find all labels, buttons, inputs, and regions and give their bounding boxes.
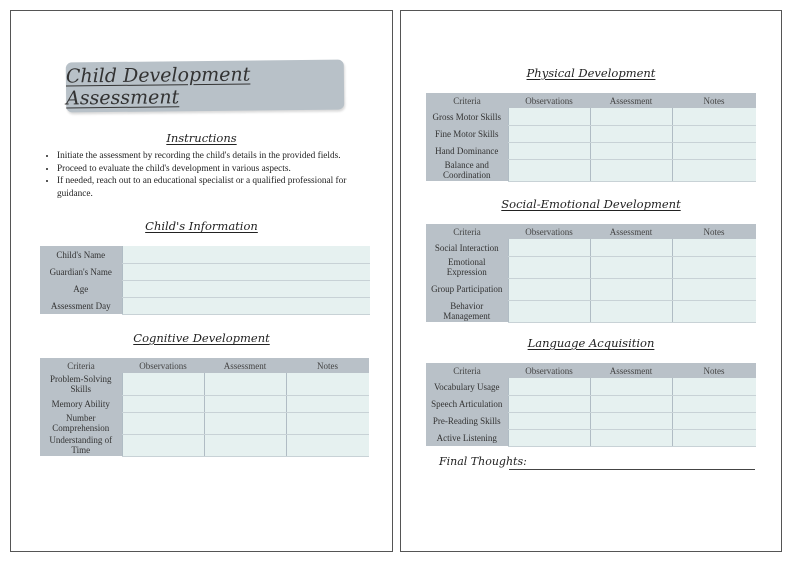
child-info-heading: Child's Information bbox=[145, 219, 258, 233]
col-observations: Observations bbox=[122, 358, 204, 373]
observations-cell[interactable] bbox=[508, 412, 590, 429]
table-row bbox=[40, 263, 370, 280]
notes-cell[interactable] bbox=[286, 373, 369, 395]
assessment-day-label: Assessment Day bbox=[40, 297, 122, 314]
col-observations: Observations bbox=[508, 93, 590, 108]
notes-cell[interactable] bbox=[672, 429, 756, 446]
guardian-name-field[interactable] bbox=[122, 263, 370, 280]
assessment-cell[interactable] bbox=[590, 395, 672, 412]
criteria-label: Social Interaction bbox=[426, 239, 508, 256]
assessment-cell[interactable] bbox=[590, 108, 672, 125]
language-table bbox=[426, 363, 756, 447]
notes-cell[interactable] bbox=[286, 395, 369, 412]
observations-cell[interactable] bbox=[508, 278, 590, 300]
assessment-cell[interactable] bbox=[204, 434, 286, 456]
table-header-row bbox=[40, 358, 369, 373]
col-observations: Observations bbox=[508, 224, 590, 239]
col-notes: Notes bbox=[286, 358, 369, 373]
assessment-cell[interactable] bbox=[590, 278, 672, 300]
observations-cell[interactable] bbox=[508, 239, 590, 256]
physical-table bbox=[426, 93, 756, 182]
left-page bbox=[10, 10, 393, 552]
table-row bbox=[426, 239, 756, 256]
observations-cell[interactable] bbox=[508, 125, 590, 142]
notes-cell[interactable] bbox=[672, 378, 756, 395]
notes-cell[interactable] bbox=[672, 278, 756, 300]
document-title: Child Development Assessment bbox=[65, 63, 251, 110]
table-row bbox=[40, 373, 369, 395]
observations-cell[interactable] bbox=[508, 142, 590, 159]
table-row bbox=[426, 429, 756, 446]
notes-cell[interactable] bbox=[672, 395, 756, 412]
final-thoughts-line[interactable] bbox=[509, 469, 755, 470]
assessment-cell[interactable] bbox=[590, 412, 672, 429]
table-header-row bbox=[426, 224, 756, 239]
table-row bbox=[40, 246, 370, 263]
criteria-label: Fine Motor Skills bbox=[426, 125, 508, 142]
notes-cell[interactable] bbox=[672, 412, 756, 429]
instructions-heading: Instructions bbox=[166, 131, 237, 145]
assessment-cell[interactable] bbox=[590, 159, 672, 181]
criteria-label: Hand Dominance bbox=[426, 142, 508, 159]
instruction-item: • If needed, reach out to an educational specialist or a qualified professional for guidance. bbox=[57, 175, 375, 200]
final-thoughts-label: Final Thoughts: bbox=[439, 455, 527, 468]
table-row bbox=[426, 256, 756, 278]
assessment-cell[interactable] bbox=[590, 429, 672, 446]
criteria-label: Problem-Solving Skills bbox=[40, 373, 122, 395]
instruction-item: • Initiate the assessment by recording the child's details in the provided fields. bbox=[57, 150, 375, 163]
col-assessment: Assessment bbox=[590, 93, 672, 108]
child-info-table bbox=[40, 246, 370, 315]
notes-cell[interactable] bbox=[672, 142, 756, 159]
observations-cell[interactable] bbox=[122, 412, 204, 434]
observations-cell[interactable] bbox=[508, 159, 590, 181]
age-field[interactable] bbox=[122, 280, 370, 297]
cognitive-heading: Cognitive Development bbox=[133, 331, 270, 345]
assessment-cell[interactable] bbox=[590, 256, 672, 278]
criteria-label: Speech Articulation bbox=[426, 395, 508, 412]
table-row bbox=[40, 395, 369, 412]
language-heading: Language Acquisition bbox=[527, 336, 655, 350]
table-row bbox=[426, 278, 756, 300]
criteria-label: Emotional Expression bbox=[426, 256, 508, 278]
child-name-field[interactable] bbox=[122, 246, 370, 263]
table-row bbox=[426, 108, 756, 125]
notes-cell[interactable] bbox=[672, 239, 756, 256]
notes-cell[interactable] bbox=[672, 125, 756, 142]
col-assessment: Assessment bbox=[590, 224, 672, 239]
assessment-cell[interactable] bbox=[590, 125, 672, 142]
child-name-label: Child's Name bbox=[40, 246, 122, 263]
notes-cell[interactable] bbox=[672, 300, 756, 322]
right-page bbox=[400, 10, 782, 552]
observations-cell[interactable] bbox=[508, 378, 590, 395]
assessment-cell[interactable] bbox=[590, 378, 672, 395]
assessment-cell[interactable] bbox=[590, 142, 672, 159]
col-assessment: Assessment bbox=[204, 358, 286, 373]
observations-cell[interactable] bbox=[508, 256, 590, 278]
table-header-row bbox=[426, 93, 756, 108]
table-row bbox=[426, 395, 756, 412]
col-criteria: Criteria bbox=[40, 358, 122, 373]
table-row bbox=[426, 159, 756, 181]
table-row bbox=[426, 142, 756, 159]
age-label: Age bbox=[40, 280, 122, 297]
table-row bbox=[40, 280, 370, 297]
social-table bbox=[426, 224, 756, 323]
guardian-name-label: Guardian's Name bbox=[40, 263, 122, 280]
observations-cell[interactable] bbox=[508, 108, 590, 125]
assessment-cell[interactable] bbox=[204, 395, 286, 412]
social-heading: Social-Emotional Development bbox=[501, 197, 681, 211]
observations-cell[interactable] bbox=[122, 395, 204, 412]
table-row bbox=[40, 434, 369, 456]
criteria-label: Memory Ability bbox=[40, 395, 122, 412]
notes-cell[interactable] bbox=[286, 434, 369, 456]
notes-cell[interactable] bbox=[672, 159, 756, 181]
table-header-row bbox=[426, 363, 756, 378]
criteria-label: Vocabulary Usage bbox=[426, 378, 508, 395]
observations-cell[interactable] bbox=[122, 373, 204, 395]
observations-cell[interactable] bbox=[508, 395, 590, 412]
assessment-day-field[interactable] bbox=[122, 297, 370, 314]
notes-cell[interactable] bbox=[672, 108, 756, 125]
criteria-label: Number Comprehension bbox=[40, 412, 122, 434]
col-criteria: Criteria bbox=[426, 93, 508, 108]
observations-cell[interactable] bbox=[122, 434, 204, 456]
table-row bbox=[40, 297, 370, 314]
criteria-label: Group Participation bbox=[426, 278, 508, 300]
assessment-cell[interactable] bbox=[204, 373, 286, 395]
instruction-item: • Proceed to evaluate the child's development in various aspects. bbox=[57, 163, 375, 176]
title-banner bbox=[66, 60, 345, 113]
table-row bbox=[40, 412, 369, 434]
table-row bbox=[426, 412, 756, 429]
criteria-label: Active Listening bbox=[426, 429, 508, 446]
criteria-label: Understanding of Time bbox=[40, 434, 122, 456]
criteria-label: Gross Motor Skills bbox=[426, 108, 508, 125]
criteria-label: Balance and Coordination bbox=[426, 159, 508, 181]
col-criteria: Criteria bbox=[426, 363, 508, 378]
observations-cell[interactable] bbox=[508, 300, 590, 322]
col-notes: Notes bbox=[672, 363, 756, 378]
col-notes: Notes bbox=[672, 93, 756, 108]
notes-cell[interactable] bbox=[286, 412, 369, 434]
assessment-cell[interactable] bbox=[204, 412, 286, 434]
col-criteria: Criteria bbox=[426, 224, 508, 239]
table-row bbox=[426, 378, 756, 395]
notes-cell[interactable] bbox=[672, 256, 756, 278]
instructions-list bbox=[45, 150, 375, 200]
criteria-label: Pre-Reading Skills bbox=[426, 412, 508, 429]
assessment-cell[interactable] bbox=[590, 300, 672, 322]
physical-heading: Physical Development bbox=[526, 66, 656, 80]
col-observations: Observations bbox=[508, 363, 590, 378]
criteria-label: Behavior Management bbox=[426, 300, 508, 322]
cognitive-table bbox=[40, 358, 369, 457]
assessment-cell[interactable] bbox=[590, 239, 672, 256]
col-notes: Notes bbox=[672, 224, 756, 239]
table-row bbox=[426, 300, 756, 322]
col-assessment: Assessment bbox=[590, 363, 672, 378]
table-row bbox=[426, 125, 756, 142]
observations-cell[interactable] bbox=[508, 429, 590, 446]
